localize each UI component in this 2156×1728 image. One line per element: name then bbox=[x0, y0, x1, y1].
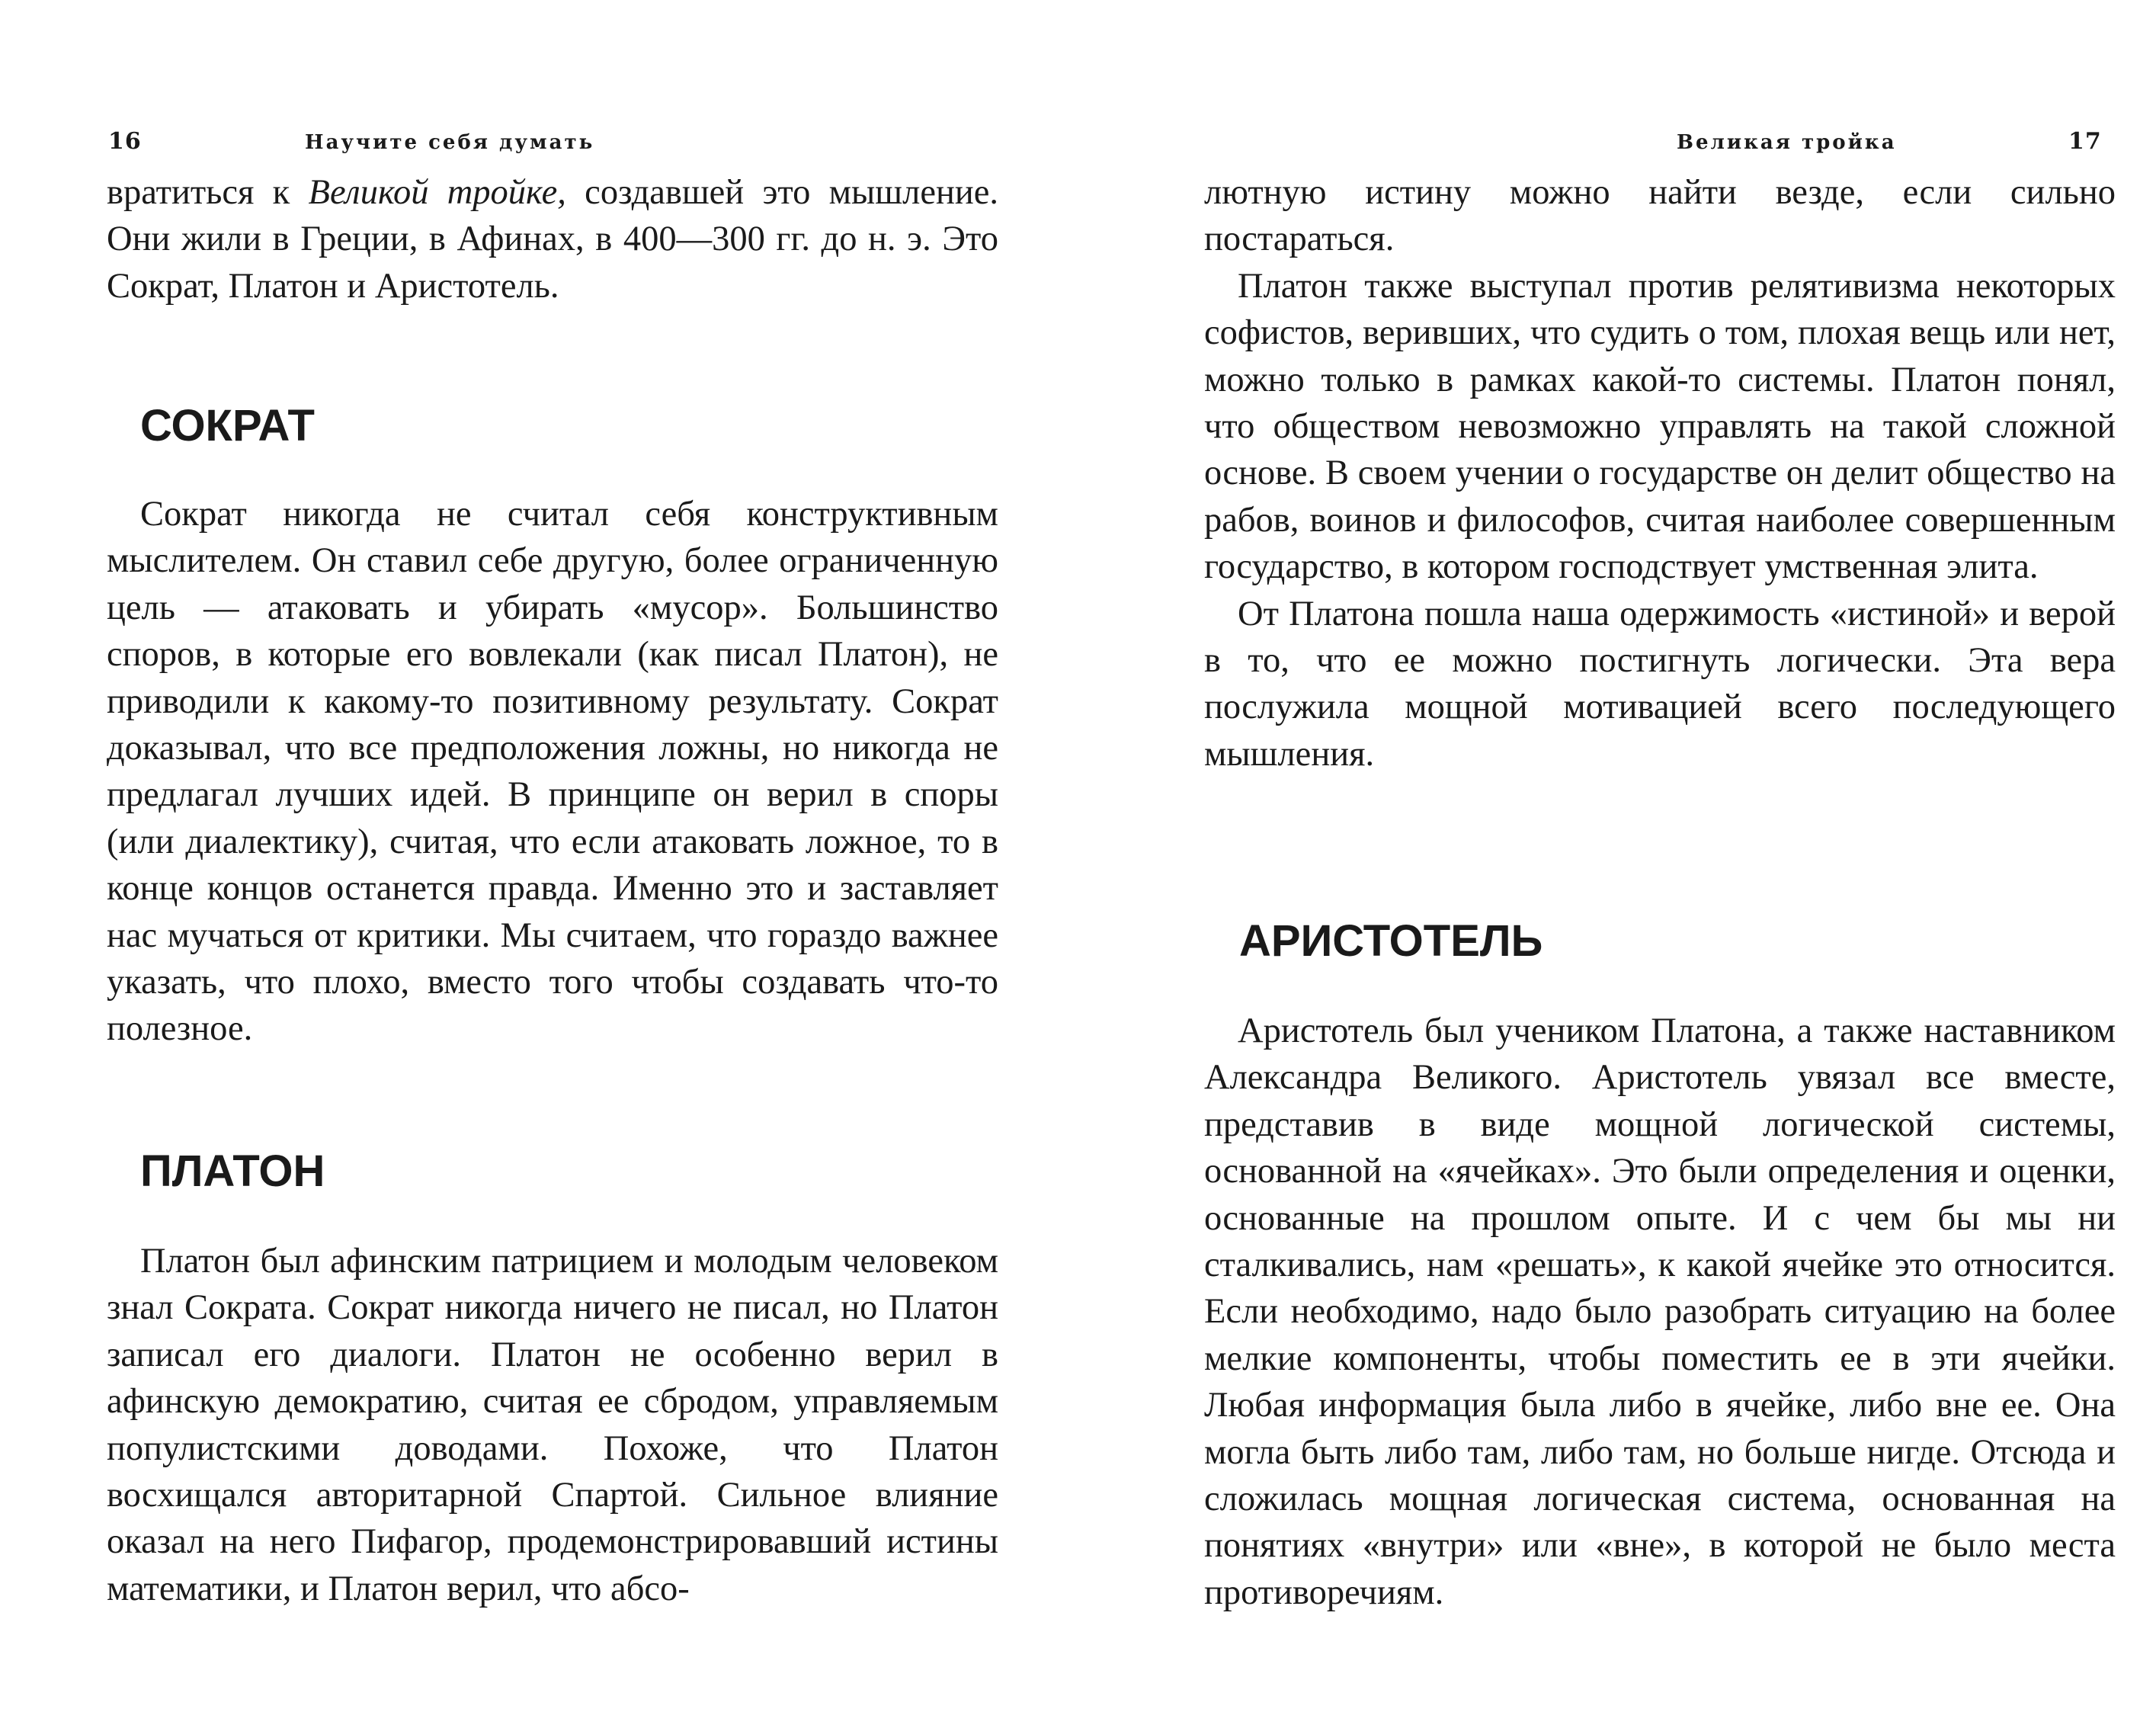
right-page-number: 17 bbox=[2068, 128, 2102, 155]
heading-socrates: СОКРАТ bbox=[140, 401, 315, 450]
heading-plato: ПЛАТОН bbox=[140, 1146, 325, 1196]
plato-continued: лютную истину можно найти везде, если сильно постараться. Платон также выступал против релятивизма некоторых софистов, веривших, что судить о том, плохая вещь или нет, можно только в рамках какой-то системы. Платон понял, что обществом невозможно управлять на такой сложной основе. В своем учении о государстве он делит общество на рабов, воинов и философов, считая наиболее совершенным государство, в котором господствует умственная элита. От Платона пошла наша одержимость «истиной» и верой в то, что ее можно постигнуть логически. Эта вера послужила мощной мотивацией всего последующего мышления. bbox=[1204, 169, 2116, 777]
plato-paragraph: Платон был афинским патрицием и молодым человеком знал Сократа. Сократ никогда ничего не писал, но Платон записал его диалоги. Платон не особенно верил в афинскую демократию, считая ее сбродом, управляемым популистскими доводами. Похоже, что Платон восхищался авторитарной Спартой. Сильное влияние оказал на него Пифагор, продемонстрировавший истины математики, и Платон верил, что абсо- bbox=[107, 1242, 998, 1608]
intro-paragraph: вратиться к Великой тройке, создавшей это мышление. Они жили в Греции, в Афинах, в 400—300 гг. до н. э. Это Сократ, Платон и Аристотель. bbox=[107, 173, 998, 306]
aristotle-paragraph: Аристотель был учеником Платона, а также наставником Александра Великого. Аристотель увязал все вместе, представив в виде мощной логической системы, основанной на «ячейках». Это были определения и оценки, основанные на прошлом опыте. И с чем бы мы ни сталкивались, нам «решать», к какой ячейке это относится. Если необходимо, надо было разобрать ситуацию на более мелкие компоненты, чтобы поместить ее в эти ячейки. Любая информация была либо в ячейке, либо вне ее. Она могла быть либо там, либо там, но больше нигде. Отсюда и сложилась мощная логическая система, основанная на понятиях «внутри» или «вне», в которой не было места противоречиям. bbox=[1204, 1011, 2116, 1612]
right-running-title: Великая тройка bbox=[1677, 131, 1897, 154]
socrates-paragraph: Сократ никогда не считал себя конструктивным мыслителем. Он ставил себе другую, более ограниченную цель — атаковать и убирать «мусор». Большинство споров, в которые его вовлекали (как писал Платон), не приводили к какому-то позитивному результату. Сократ доказывал, что все предположения ложны, но никогда не предлагал лучших идей. В принципе он верил в споры (или диалектику), считая, что если атаковать ложное, то в конце концов останется правда. Именно это и заставляет нас мучаться от критики. Мы считаем, что гораздо важнее указать, что плохо, вместо того чтобы создавать что-то полезное. bbox=[107, 495, 998, 1049]
heading-aristotle: АРИСТОТЕЛЬ bbox=[1239, 916, 1543, 966]
plato-relativism-paragraph: Платон также выступал против релятивизма некоторых софистов, веривших, что судить о том, плохая вещь или нет, можно только в рамках какой-то системы. Платон понял, что обществом невозможно управлять на такой сложной основе. В своем учении о государстве он делит общество на рабов, воинов и философов, считая наиболее совершенным государство, в котором господствует умственная элита. bbox=[1204, 266, 2116, 587]
left-running-title: Научите себя думать bbox=[305, 131, 595, 154]
great-three-italic: Великой тройке, bbox=[308, 173, 566, 212]
plato-truth-paragraph: От Платона пошла наша одержимость «истиной» и верой в то, что ее можно постигнуть логически. Эта вера послужила мощной мотивацией всего последующего мышления. bbox=[1204, 594, 2116, 774]
left-page-number: 16 bbox=[108, 128, 142, 155]
right-page bbox=[1078, 0, 2156, 1728]
